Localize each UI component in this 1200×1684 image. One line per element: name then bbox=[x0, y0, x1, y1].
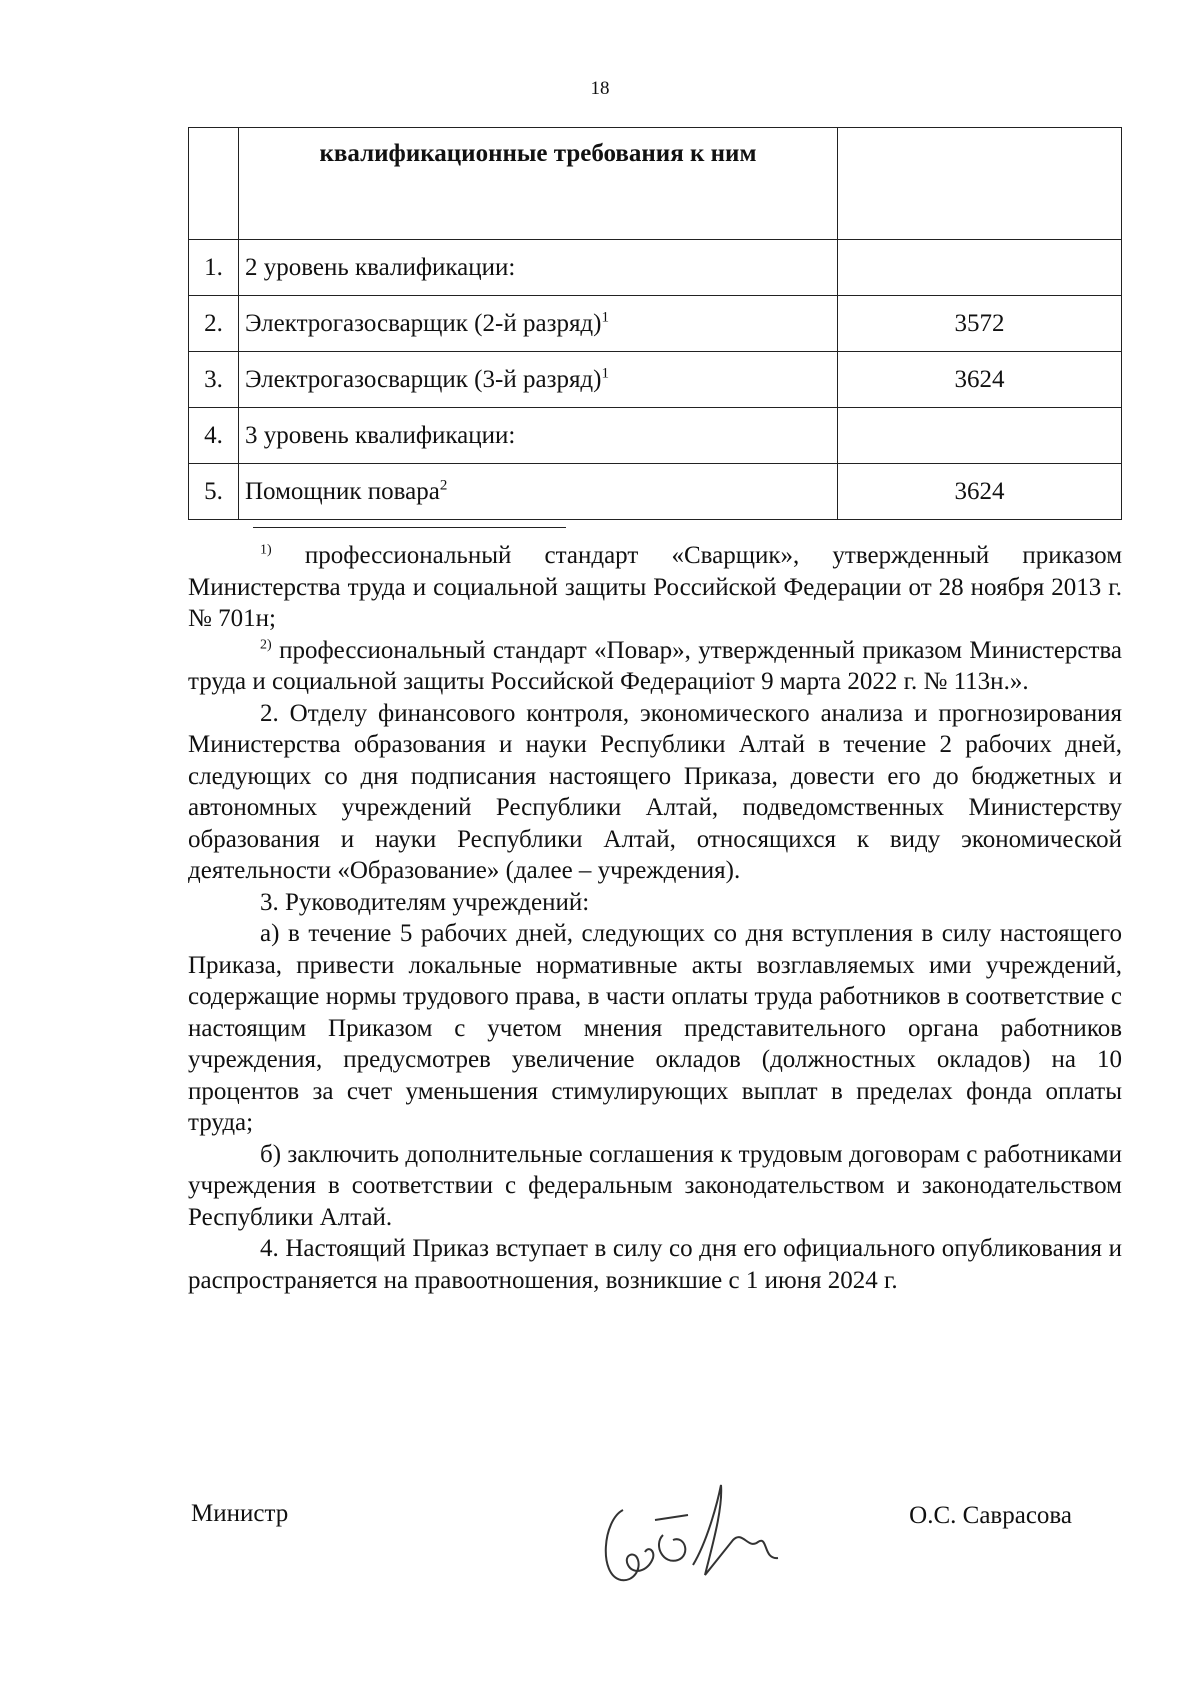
row-number: 2. bbox=[189, 296, 239, 352]
footnote-2: $^{2)}$ профессиональный стандарт «Повар», утвержденный приказом Министерства труда и социальной защиты Российской Федерациiот 9 марта 2022 г. № 113н.». bbox=[188, 636, 1123, 695]
row-number: 5. bbox=[189, 464, 239, 520]
table-header-row bbox=[189, 128, 1122, 240]
table-header-value-cell bbox=[838, 128, 1122, 240]
row-value bbox=[838, 240, 1122, 296]
row-number: 4. bbox=[189, 408, 239, 464]
signer-name: О.С. Саврасова bbox=[909, 1502, 1072, 1529]
footnote-mark: 2) bbox=[260, 637, 272, 653]
footnote-divider bbox=[253, 527, 566, 528]
footnote-mark: 1) bbox=[260, 542, 272, 558]
signature-block bbox=[188, 1490, 1122, 1640]
table-row bbox=[189, 408, 1122, 464]
paragraph-3: 3. Руководителям учреждений: bbox=[260, 888, 590, 916]
paragraph-2: 2. Отделу финансового контроля, экономического анализа и прогнозирования Министерства образования и науки Республики Алтай в течение 2 рабочих дней, следующих со дня подписания настоящего Приказа, довести его до бюджетных и автономных учреждений Республики Алтай, подведомственных Министерству образования и науки Республики Алтай, относящихся к виду экономической деятельности «Образование» (далее – учреждения). bbox=[188, 699, 1122, 884]
row-value bbox=[838, 408, 1122, 464]
table-row bbox=[189, 240, 1122, 296]
document-body bbox=[188, 540, 1122, 1296]
paragraph-3a: а) в течение 5 рабочих дней, следующих со дня вступления в силу настоящего Приказа, привести локальные нормативные акты возглавляемых ими учреждений, содержащие нормы трудового права, в части оплаты труда работников в соответствие с настоящим Приказом с учетом мнения представительного органа работников учреждения, предусмотрев увеличение окладов (должностных окладов) на 10 процентов за счет уменьшения стимулирующих выплат в пределах фонда оплаты труда; bbox=[188, 920, 1122, 1136]
paragraph-4: 4. Настоящий Приказ вступает в силу со дня его официального опубликования и распространяется на правоотношения, возникшие с 1 июня 2024 г. bbox=[188, 1235, 1122, 1294]
table-row bbox=[189, 352, 1122, 408]
row-name: 2 уровень квалификации: bbox=[239, 240, 838, 296]
row-value: 3624 bbox=[838, 464, 1122, 520]
paragraph-3b: б) заключить дополнительные соглашения к трудовым договорам с работниками учреждения в соответствии с федеральным законодательством и законодательством Республики Алтай. bbox=[188, 1140, 1122, 1231]
row-name: Электрогазосварщик (2-й разряд)$^1$ bbox=[239, 296, 838, 352]
qualification-table bbox=[188, 127, 1122, 520]
table-row bbox=[189, 464, 1122, 520]
row-name: 3 уровень квалификации: bbox=[239, 408, 838, 464]
row-number: 1. bbox=[189, 240, 239, 296]
row-value: 3624 bbox=[838, 352, 1122, 408]
handwritten-signature bbox=[593, 1480, 793, 1590]
footnote-1: $^{1)}$ профессиональный стандарт «Сварщик», утвержденный приказом Министерства труда и социальной защиты Российской Федерации от 28 ноября 2013 г. № 701н; bbox=[188, 542, 1123, 632]
row-number: 3. bbox=[189, 352, 239, 408]
table-row bbox=[189, 296, 1122, 352]
row-name: Помощник повара$^2$ bbox=[239, 464, 838, 520]
row-name: Электрогазосварщик (3-й разряд)$^1$ bbox=[239, 352, 838, 408]
table-header-num-cell bbox=[189, 128, 239, 240]
table-header-title: квалификационные требования к ним bbox=[239, 128, 838, 240]
row-value: 3572 bbox=[838, 296, 1122, 352]
signer-title: Министр bbox=[191, 1500, 289, 1527]
page-number: 18 bbox=[590, 78, 610, 99]
